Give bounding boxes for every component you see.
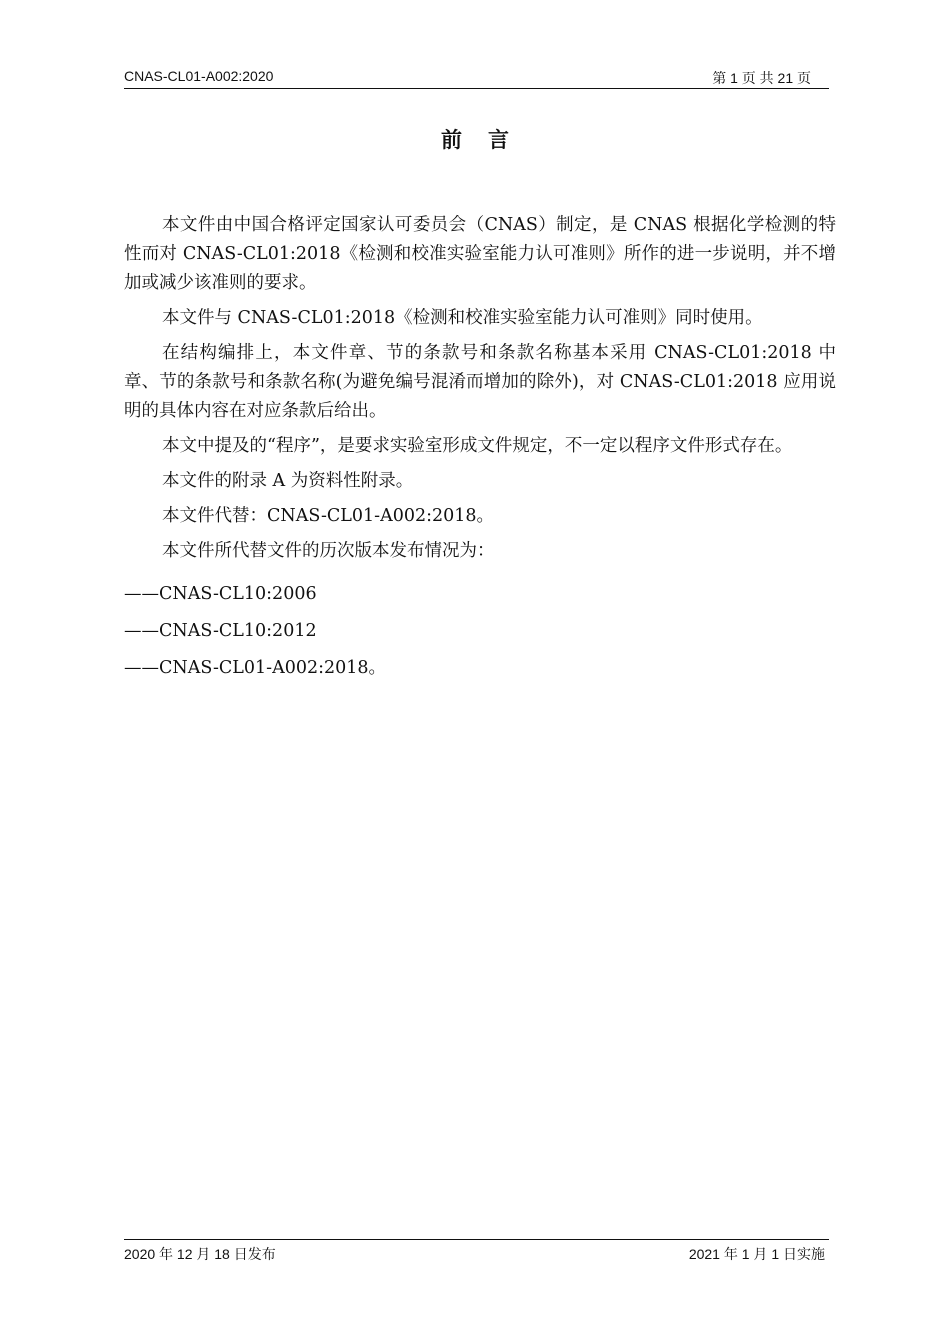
paragraph: 本文件与 CNAS-CL01:2018《检测和校准实验室能力认可准则》同时使用。 xyxy=(162,308,763,328)
document-code: CNAS-CL01-A002:2020 xyxy=(124,68,274,84)
paragraph: 在结构编排上，本文件章、节的条款号和条款名称基本采用 CNAS-CL01:2018 中章、节的条款号和条款名称(为避免编号混淆而增加的除外)，对 CNAS-CL01:2018 应用说明的具体内容在对应条款后给出。 xyxy=(124,343,836,421)
paragraph: 本文件代替：CNAS-CL01-A002:2018。 xyxy=(162,506,495,526)
page-title: 前言 xyxy=(441,128,535,152)
history-item: ——CNAS-CL10:2006 xyxy=(124,584,317,604)
page-header xyxy=(124,66,829,89)
paragraph: 本文件的附录 A 为资料性附录。 xyxy=(162,471,414,491)
paragraph: 本文件由中国合格评定国家认可委员会（CNAS）制定，是 CNAS 根据化学检测的特性而对 CNAS-CL01:2018《检测和校准实验室能力认可准则》所作的进一步说明，并不增加或减少该准则的要求。 xyxy=(124,215,836,293)
document-body xyxy=(124,211,836,691)
page-footer xyxy=(124,1239,829,1264)
history-item: ——CNAS-CL01-A002:2018。 xyxy=(124,658,387,678)
effective-date: 2021 年 1 月 1 日实施 xyxy=(688,1246,825,1262)
page-info: 第 1 页 共 21 页 xyxy=(712,70,811,86)
paragraph: 本文中提及的“程序”，是要求实验室形成文件规定，不一定以程序文件形式存在。 xyxy=(162,436,793,456)
issue-date: 2020 年 12 月 18 日发布 xyxy=(124,1246,276,1262)
history-item: ——CNAS-CL10:2012 xyxy=(124,621,317,641)
paragraph: 本文件所代替文件的历次版本发布情况为： xyxy=(162,541,495,561)
